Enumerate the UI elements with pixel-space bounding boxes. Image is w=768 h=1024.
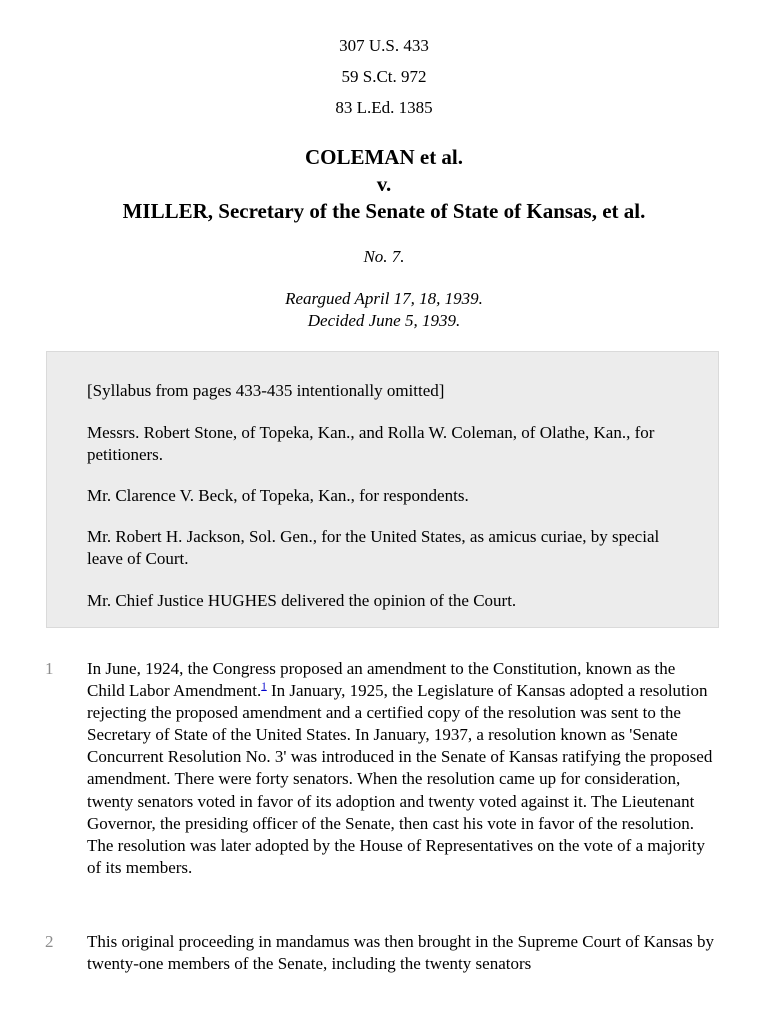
supreme-court-reporter-citation: 59 S.Ct. 972 bbox=[341, 67, 427, 86]
versus-label: v. bbox=[376, 172, 392, 196]
paragraph-number: 2 bbox=[45, 932, 54, 951]
docket-number: No. 7. bbox=[363, 247, 405, 266]
us-reports-citation: 307 U.S. 433 bbox=[339, 36, 429, 55]
paragraph-text-after-footnote: In January, 1925, the Legislature of Kansas adopted a resolution rejecting the proposed amendment and a certified copy of the resolution was sent to the Secretary of State of the United States. In January, 1937, a resolution known as 'Senate Concurrent Resolution No. 3' was introduced in the Senate of Kansas ratifying the proposed amendment. There were forty senators. When the resolution came up for consideration, twenty senators voted in favor of its adoption and twenty voted against it. The Lieutenant Governor, the presiding officer of the Senate, then cast his vote in favor of the resolution. The resolution was later adopted by the House of Representatives on the vote of a majority of its members. bbox=[87, 681, 713, 877]
respondent-name: MILLER, Secretary of the Senate of State of Kansas, et al. bbox=[122, 199, 646, 223]
reargued-date: Reargued April 17, 18, 1939. bbox=[285, 289, 483, 308]
lawyers-edition-citation: 83 L.Ed. 1385 bbox=[335, 98, 433, 117]
decided-date: Decided June 5, 1939. bbox=[307, 311, 461, 330]
paragraph-number: 1 bbox=[45, 659, 54, 678]
counsel-petitioners: Messrs. Robert Stone, of Topeka, Kan., and Rolla W. Coleman, of Olathe, Kan., for petitioners. bbox=[87, 423, 655, 464]
footnote-link[interactable]: 1 bbox=[261, 680, 267, 693]
case-dates bbox=[0, 288, 768, 332]
opinion-author: Mr. Chief Justice HUGHES delivered the opinion of the Court. bbox=[87, 591, 517, 610]
petitioner-name: COLEMAN et al. bbox=[304, 145, 464, 169]
paragraph-text: This original proceeding in mandamus was then brought in the Supreme Court of Kansas by twenty-one members of the Senate, including the twenty senators bbox=[87, 932, 714, 974]
paragraph-text bbox=[87, 658, 715, 879]
amicus-counsel: Mr. Robert H. Jackson, Sol. Gen., for the United States, as amicus curiae, by special leave of Court. bbox=[87, 527, 660, 568]
syllabus-box bbox=[46, 351, 719, 628]
case-title bbox=[0, 144, 768, 225]
syllabus-omitted-note: [Syllabus from pages 433-435 intentionally omitted] bbox=[87, 381, 445, 400]
citations bbox=[0, 34, 768, 127]
counsel-respondents: Mr. Clarence V. Beck, of Topeka, Kan., for respondents. bbox=[87, 486, 469, 505]
paragraph-text-before-footnote: In June, 1924, the Congress proposed an amendment to the Constitution, known as the Child Labor Amendment. bbox=[87, 659, 676, 701]
